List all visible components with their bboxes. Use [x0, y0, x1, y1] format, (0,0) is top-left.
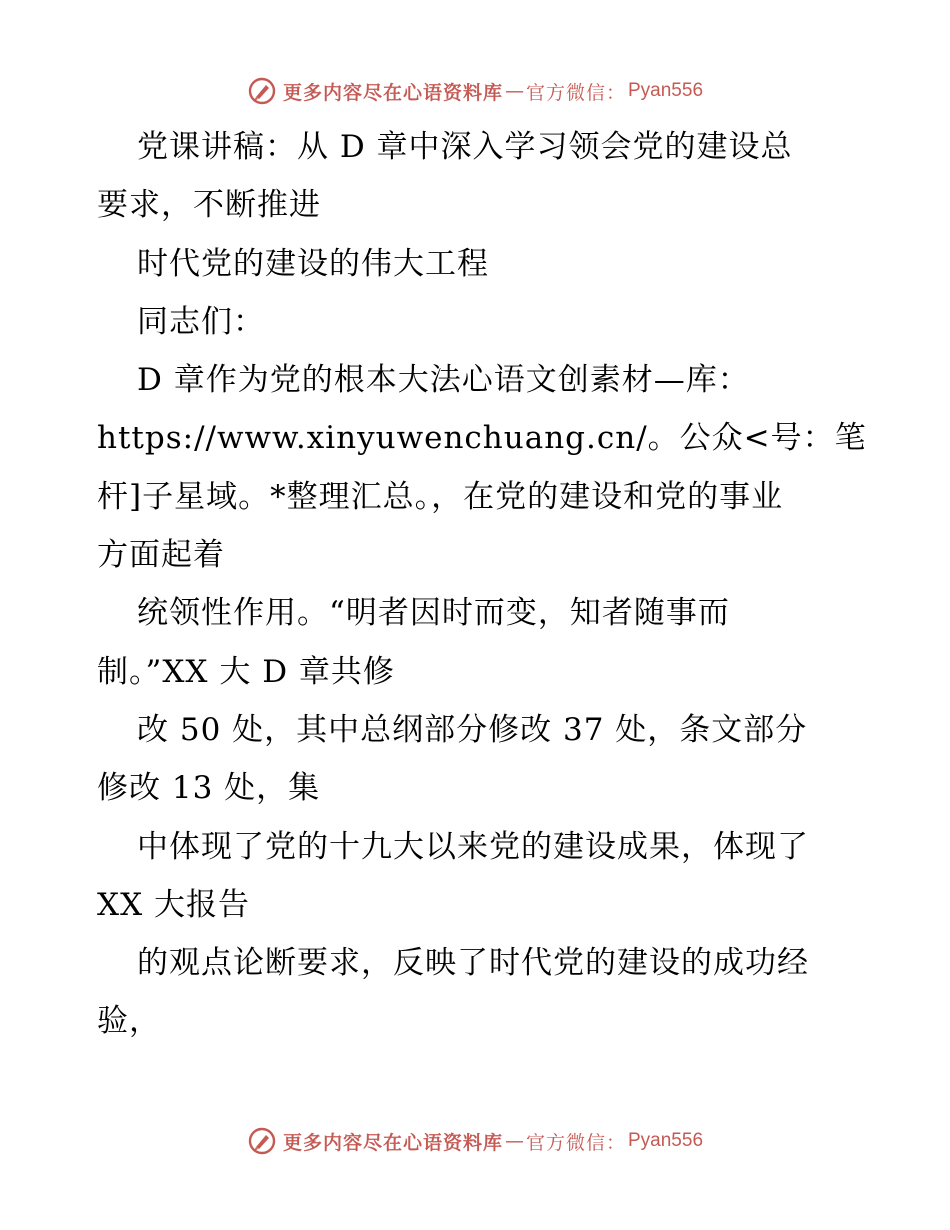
watermark-dash: — — [504, 1130, 524, 1152]
document-body — [97, 118, 867, 1051]
footer-watermark — [0, 1124, 950, 1158]
text-line: 杆]子星域。*整理汇总。，在党的建设和党的事业 — [97, 478, 784, 515]
text-line: XX 大报告 — [97, 886, 250, 923]
watermark-wechat-id: Pyan556 — [628, 1130, 704, 1151]
watermark-dash: — — [504, 80, 524, 102]
fountain-pen-logo-icon — [247, 76, 277, 106]
text-line: https://www.xinyuwenchuang.cn/。公众<号：笔 — [97, 420, 867, 457]
text-line: 时代党的建设的伟大工程 — [137, 245, 489, 282]
text-line: 中体现了党的十九大以来党的建设成果，体现了 — [137, 828, 809, 865]
header-watermark — [0, 74, 950, 108]
text-line: 的观点论断要求，反映了时代党的建设的成功经 — [137, 945, 809, 982]
text-line: 改 50 处，其中总纲部分修改 37 处，条文部分 — [137, 711, 808, 748]
watermark-text: 更多内容尽在心语资料库 — [282, 81, 503, 104]
text-line: 同志们： — [137, 303, 265, 340]
text-line: D 章作为党的根本大法心语文创素材—库： — [137, 362, 750, 399]
watermark-wechat-id: Pyan556 — [628, 80, 704, 101]
text-line: 方面起着 — [97, 537, 225, 574]
text-line: 统领性作用。“明者因时而变，知者随事而 — [137, 595, 730, 632]
watermark-wechat-label: 官方微信： — [525, 1131, 626, 1154]
text-line: 党课讲稿：从 D 章中深入学习领会党的建设总 — [137, 129, 793, 165]
watermark-text: 更多内容尽在心语资料库 — [282, 1131, 503, 1154]
text-line: 要求，不断推进 — [97, 187, 321, 224]
text-line: 制。”XX 大 D 章共修 — [97, 653, 395, 690]
text-line: 验， — [97, 1003, 161, 1040]
fountain-pen-logo-icon — [247, 1126, 277, 1156]
text-line: 修改 13 处，集 — [97, 770, 321, 807]
watermark-wechat-label: 官方微信： — [525, 81, 626, 104]
